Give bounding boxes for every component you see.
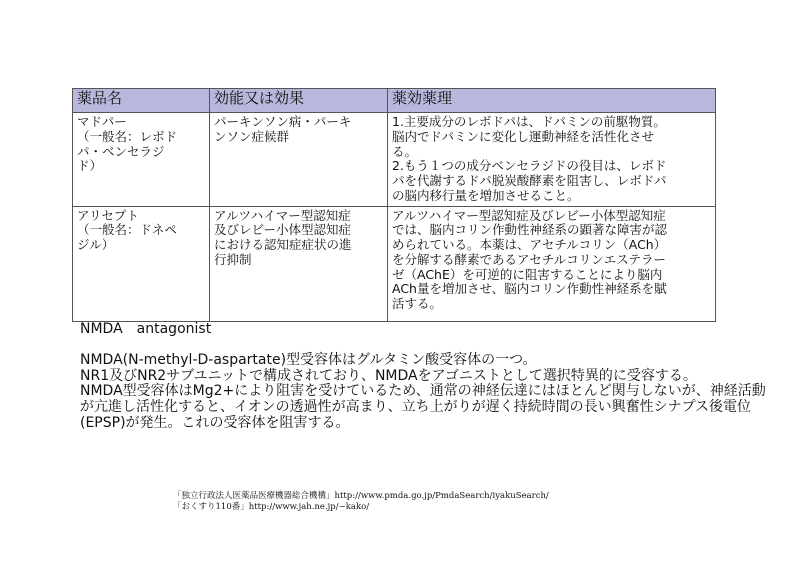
reference-pmda: 「独立行政法人医薬品医療機器総合機構」http://www.pmda.go.jp/PmdaSearch/iyakuSearch/	[173, 491, 549, 501]
effect-cell: アルツハイマー型認知症 及びレビー小体型認知症 における認知症症状の進 行抑制	[210, 206, 388, 321]
nmda-description	[80, 353, 770, 431]
header-pharmacology: 薬効薬理	[388, 89, 716, 113]
header-drug-name: 薬品名	[73, 89, 210, 113]
drug-name-cell: マドパー （一般名：レボド パ・ベンセラジ ド）	[73, 113, 210, 207]
pharmacology-cell: アルツハイマー型認知症及びレビー小体型認知症 では、脳内コリン作動性神経系の顕著な障害が認 められている。本薬は、アセチルコリン（ACh） を分解する酵素であるアセチルコリンエステラー ゼ（AChE）を可逆的に阻害することにより脳内 ACh量を増加させ、脳内コリン作動性神経系を賦 活する。	[388, 206, 716, 321]
drug-table	[72, 88, 716, 322]
nmda-paragraph: NR1及びNR2サブユニットで構成されており、NMDAをアゴニストとして選択特異的に受容する。	[80, 367, 697, 384]
nmda-paragraph: NMDA(N-methyl-D-aspartate)型受容体はグルタミン酸受容体の一つ。	[80, 352, 537, 368]
header-effect: 効能又は効果	[210, 89, 388, 113]
reference-okusuri: 「おくすり110番」http://www.jah.ne.jp/~kako/	[173, 501, 370, 512]
table-row	[73, 113, 716, 207]
effect-cell: パーキンソン病・パーキ ンソン症候群	[210, 113, 388, 207]
references	[173, 491, 549, 512]
pharmacology-cell: 1.主要成分のレボドパは、ドパミンの前駆物質。 脳内でドパミンに変化し運動神経を活性化させ る。 2.もう１つの成分ベンセラジドの役目は、レボド パを代謝するドパ脱炭酸酵素を阻害し、レボドパ の脳内移行量を増加させること。	[388, 113, 716, 207]
nmda-paragraph: NMDA型受容体はMg2+により阻害を受けているため、通常の神経伝達にはほとんど関与しないが、神経活動が亢進し活性化すると、イオンの透過性が高まり、立ち上がりが遅く持続時間の長い興奮性シナプス後電位(EPSP)が発生。これの受容体を阻害する。	[80, 383, 766, 431]
nmda-heading: NMDA antagonist	[80, 321, 212, 337]
table-header-row	[73, 89, 716, 113]
drug-name-cell: アリセプト （一般名：ドネペ ジル）	[73, 206, 210, 321]
table-row	[73, 206, 716, 321]
